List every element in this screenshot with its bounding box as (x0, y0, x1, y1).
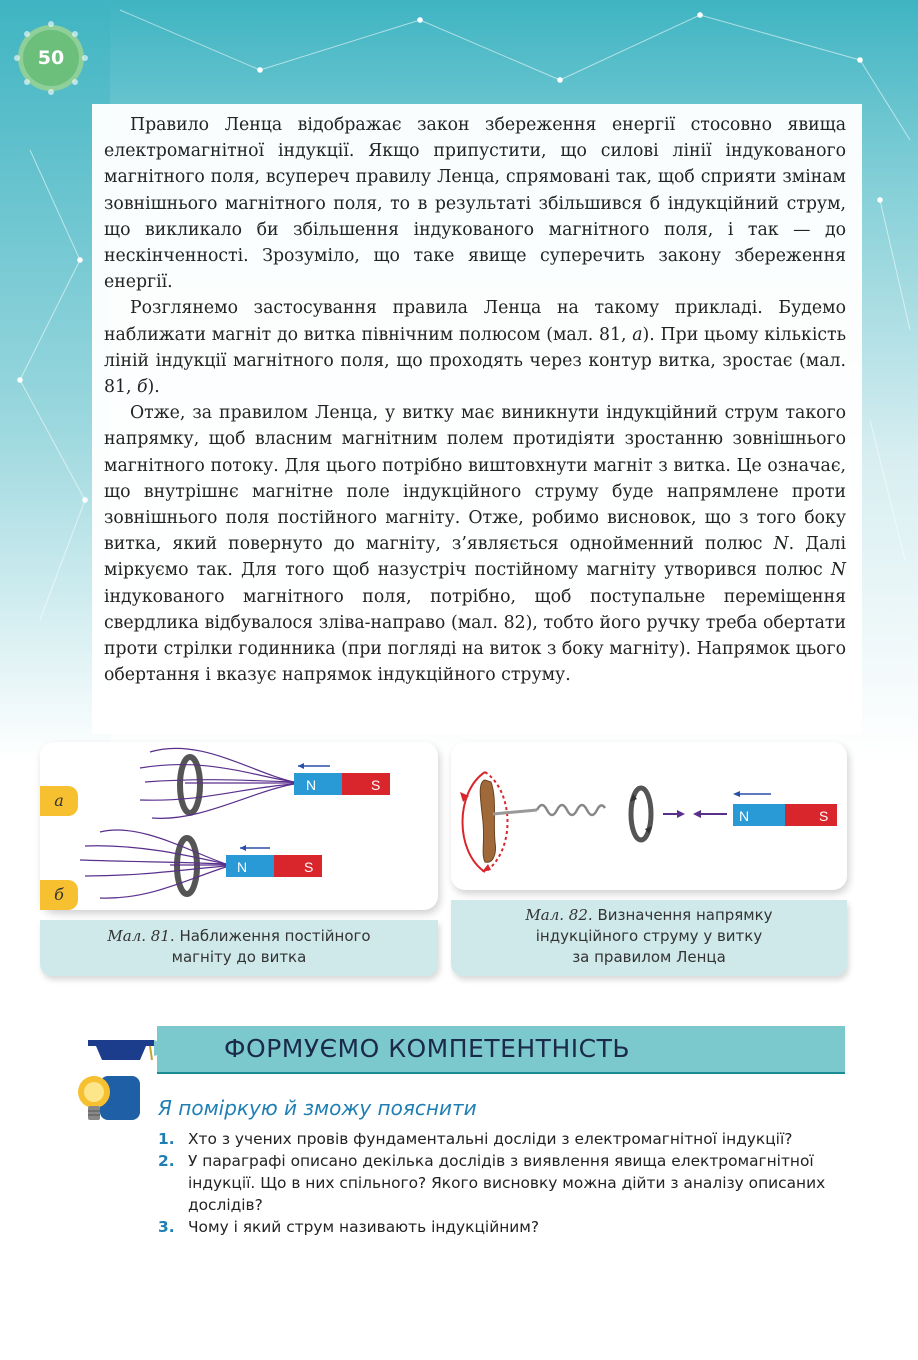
figure-81-caption: Мал. 81. Наближення постійного магніту до витка (40, 920, 438, 976)
magnet-north-a (294, 773, 342, 795)
question-number: 3. (158, 1218, 175, 1236)
question-item (158, 1150, 848, 1216)
paragraph-2: Розглянемо застосування правила Ленца на такому прикладі. Будемо наближати магніт до витка північним полюсом (мал. 81, а). При цьому кількість ліній індукції магнітного поля, що проходять через контур витка, зростає (мал. 81, б). (104, 298, 846, 398)
field-lines-a (140, 748, 294, 818)
section-title: ФОРМУЄМО КОМПЕТЕНТНІСТЬ (224, 1034, 631, 1063)
coil-ring-b (177, 838, 197, 894)
figure-81-tag-b: б (40, 880, 78, 910)
figure-81-tag-a: а (40, 786, 78, 816)
question-number: 2. (158, 1152, 175, 1170)
figure-82-caption: Мал. 82. Визначення напрямку індукційного струму у витку за правилом Ленца (451, 900, 847, 976)
magnet-north-b (226, 855, 274, 877)
magnet-n-label: N (739, 808, 750, 824)
magnet-south-a (342, 773, 390, 795)
magnet-south (785, 804, 837, 826)
subsection-title: Я поміркую й зможу пояснити (158, 1096, 477, 1120)
question-text: У параграфі описано декілька дослідів з виявлення явища електромагнітної індукції. Що в них спільного? Якого висновку можна дійти з аналізу описаних дослідів? (188, 1152, 826, 1214)
light-bulb-icon (74, 1070, 144, 1130)
question-number: 1. (158, 1130, 175, 1148)
paragraph-1: Правило Ленца відображає закон збереження енергії стосовно явища електромагнітної індукції. Якщо припустити, що силові лінії індукованого магнітного поля, всупереч правилу Ленца, спрямовані так, щоб сприяти змінам зовнішнього магнітного поля, то в результаті збільшився б індукційний струм, що викликало би збільшення індукованого магнітного поля, і так — до нескінченності. Зрозуміло, що таке явище суперечить закону збереження енергії. (104, 115, 846, 293)
page-number-badge (13, 20, 89, 96)
figure-82-caption-label: Мал. 82. (525, 906, 593, 924)
figure-81-caption-label: Мал. 81. (107, 927, 175, 945)
question-item (158, 1128, 848, 1150)
magnet-s-label-a: S (371, 777, 381, 793)
paragraph-3: Отже, за правилом Ленца, у витку має виникнути індукційний струм такого напрямку, щоб власним магнітним полем протидіяти зростанню зовнішнього магнітного потоку. Для цього потрібно виштовхнути магніт з витка. Це означає, що внутрішнє магнітне поле індукційного струму буде напрямлене проти зовнішнього поля постійного магніту. Отже, робимо висновок, що з того боку витка, який повернуто до магніту, з’являється однойменний полюс N. Далі міркуємо так. Для того щоб назустріч постійному магніту утворився полюс N індукованого магнітного поля, потрібно, щоб поступальне переміщення свердлика відбувалося зліва-направо (мал. 82), тобто його ручку треба обертати проти стрілки годинника (при погляді на виток з боку магніту). Напрямок цього обертання і вказує напрямок індукційного струму. (104, 403, 846, 686)
question-item (158, 1216, 848, 1238)
figure-81-illustration (40, 742, 438, 910)
corkscrew-handle (480, 780, 495, 862)
magnet-s-label: S (819, 808, 829, 824)
magnet-n-label-b: N (237, 859, 248, 875)
corkscrew-spiral (537, 805, 605, 815)
field-lines-b (80, 830, 226, 898)
body-text (104, 112, 846, 688)
magnet-s-label-b: S (304, 859, 314, 875)
question-text: Чому і який струм називають індукційним? (188, 1218, 540, 1236)
page-number: 50 (23, 30, 79, 86)
question-text: Хто з учених провів фундаментальні досліди з електромагнітної індукції? (188, 1130, 793, 1148)
figure-82-illustration (451, 742, 847, 890)
magnet-n-label-a: N (306, 777, 317, 793)
question-list (158, 1128, 848, 1238)
magnet-south-b (274, 855, 322, 877)
